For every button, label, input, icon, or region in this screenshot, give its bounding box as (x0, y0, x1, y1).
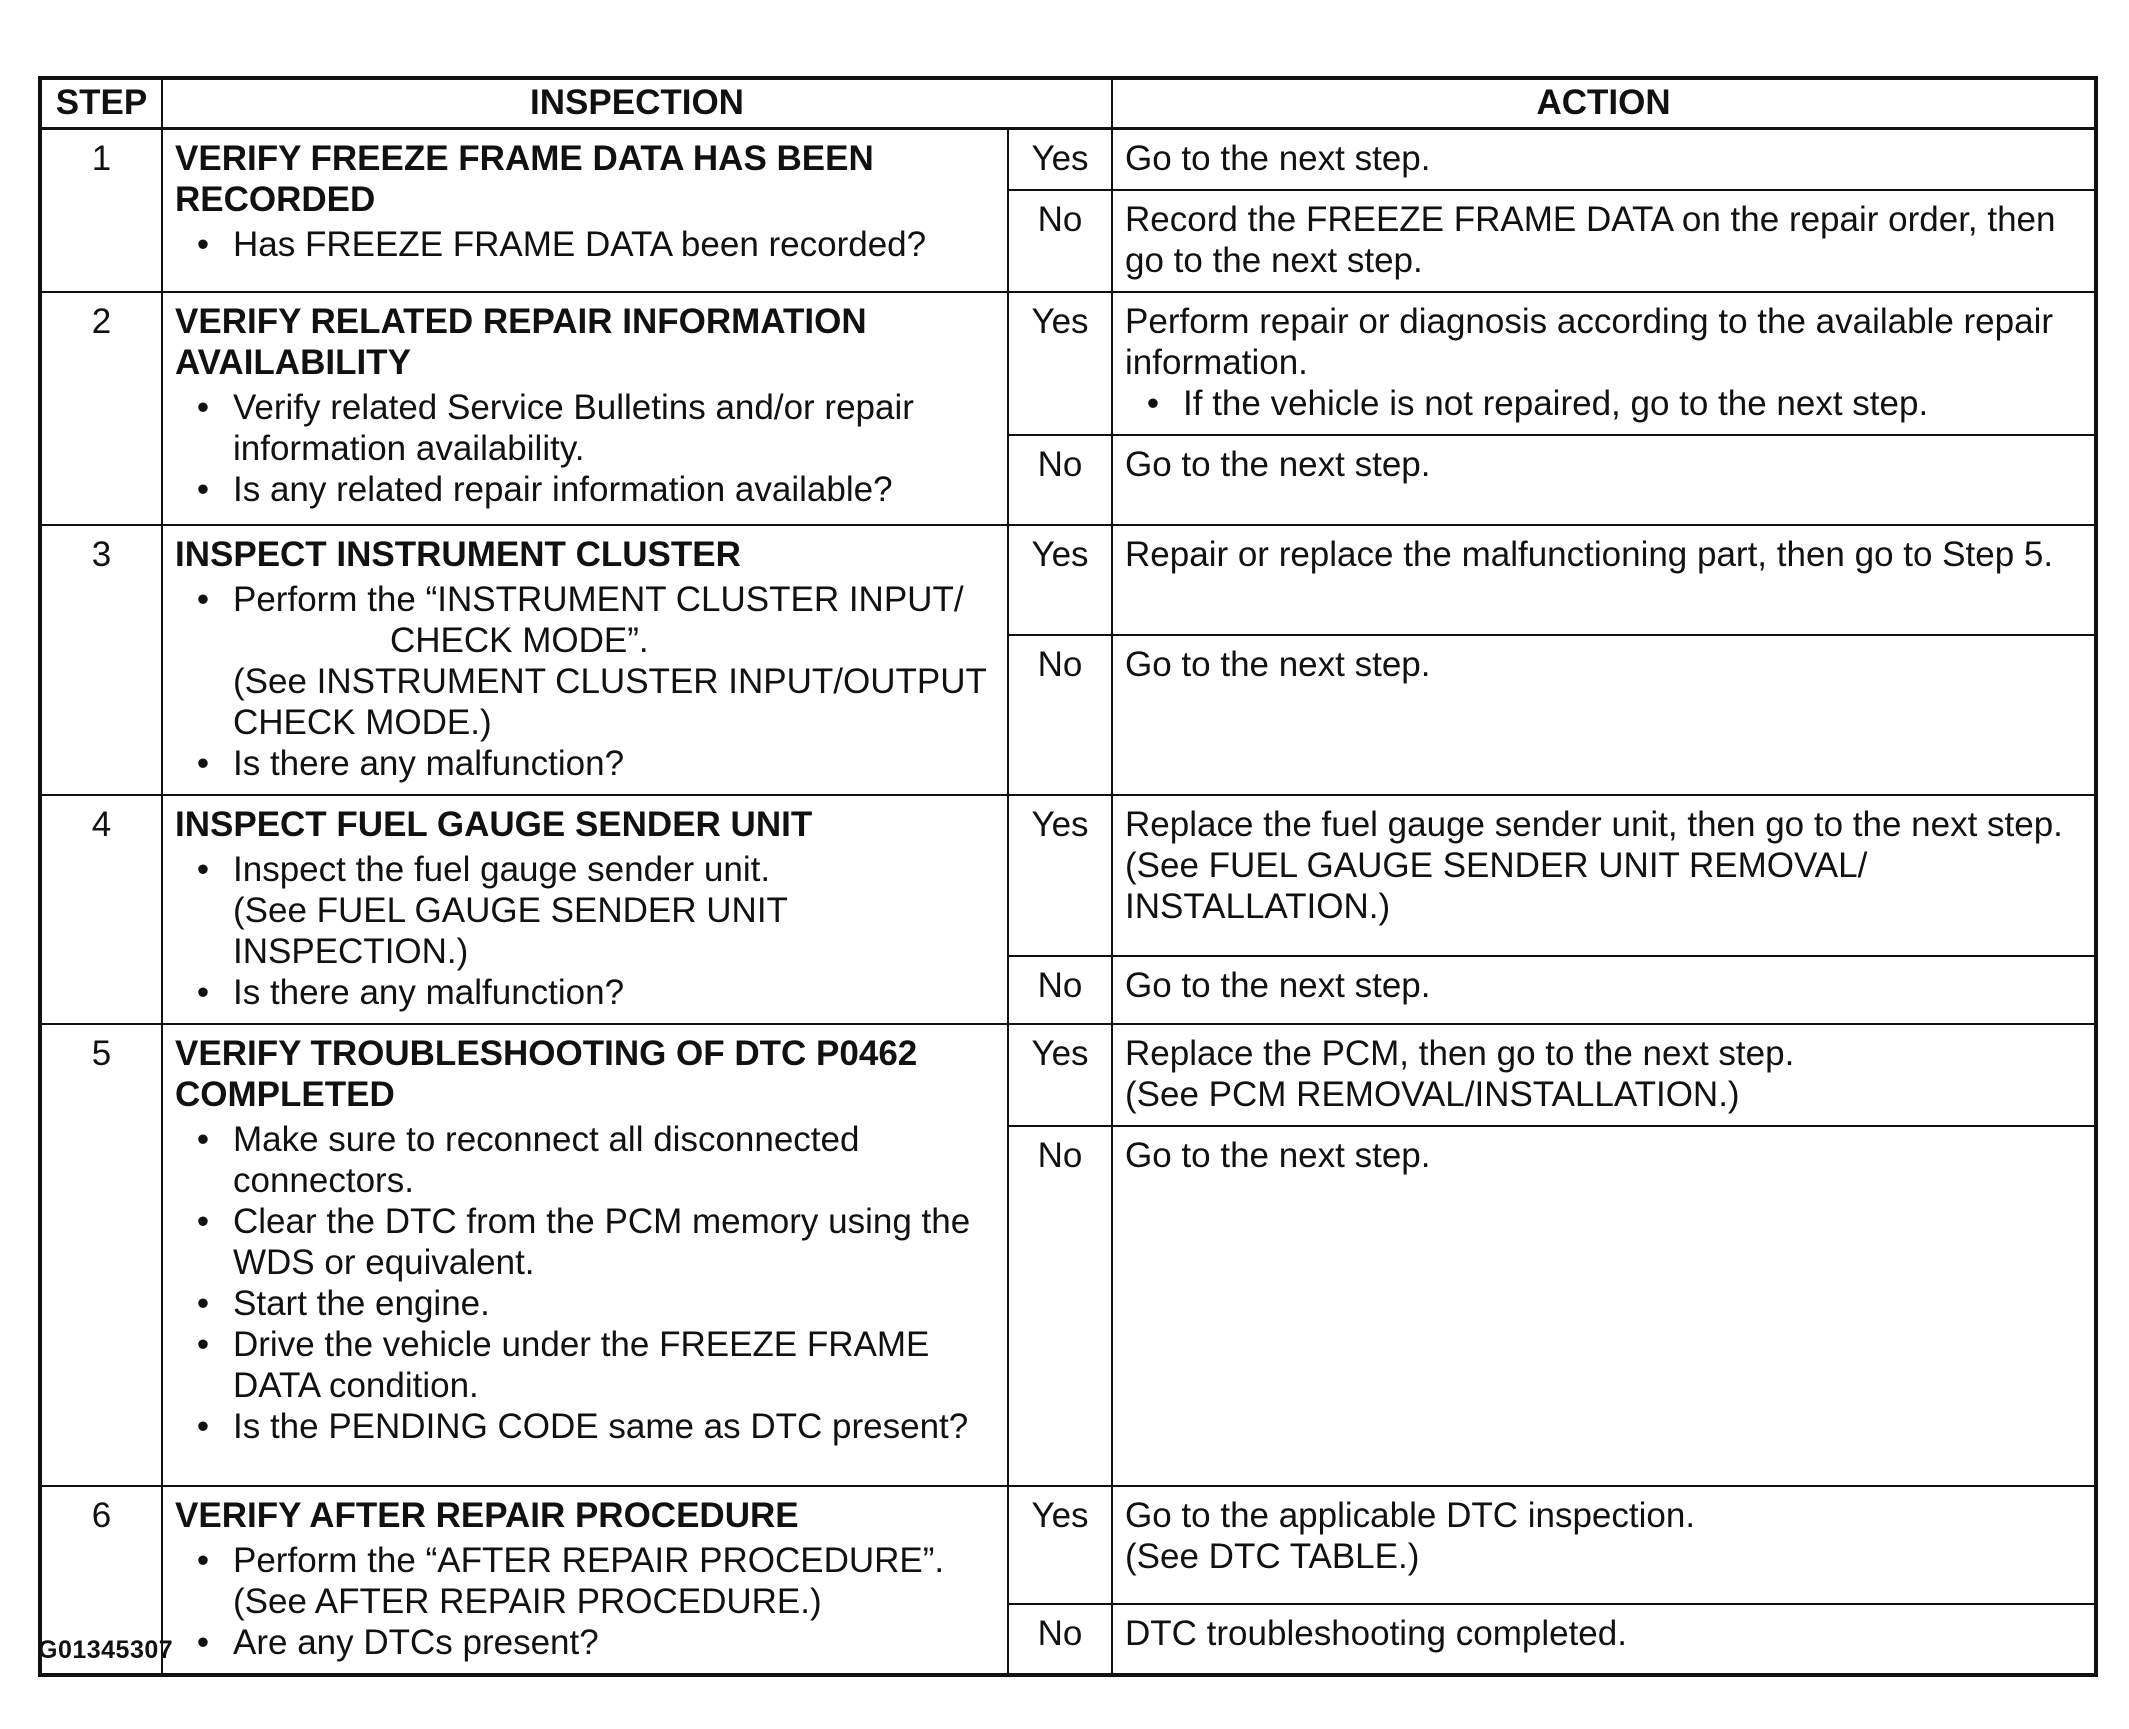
yes-action: Go to the next step. (1112, 129, 2096, 191)
yes-action: Repair or replace the malfunctioning part, then go to Step 5. (1112, 525, 2096, 635)
no-action: Go to the next step. (1112, 1126, 2096, 1486)
no-action: Go to the next step. (1112, 635, 2096, 795)
bullet-icon: • (196, 744, 210, 783)
step-title: VERIFY AFTER REPAIR PROCEDURE (175, 1496, 799, 1535)
inspection-items (175, 1622, 995, 1663)
bullet-icon: • (196, 1284, 210, 1323)
action-bullet: • If the vehicle is not repaired, go to the next step. (1125, 383, 2082, 424)
header-step: STEP (40, 78, 162, 129)
list-item: • Is the PENDING CODE same as DTC present? (175, 1406, 995, 1447)
item-reference: (See INSTRUMENT CLUSTER INPUT/OUTPUT CHECK MODE.) (233, 662, 987, 742)
inspection-cell (162, 129, 1008, 293)
list-item: • Are any DTCs present? (175, 1622, 995, 1663)
inspection-cell (162, 795, 1008, 1024)
inspection-items (175, 849, 995, 890)
no-action: Go to the next step. (1112, 956, 2096, 1024)
bullet-icon: • (1146, 384, 1160, 423)
header-row (40, 78, 2096, 129)
table-row (40, 1486, 2096, 1604)
no-label: No (1008, 635, 1112, 795)
bullet-icon: • (196, 388, 210, 427)
list-item: • Verify related Service Bulletins and/or repair information availability. (175, 387, 995, 469)
inspection-items (175, 579, 995, 620)
yes-action: Perform repair or diagnosis according to the available repair information. • If the vehicle is not repaired, go to the next step. (1112, 292, 2096, 435)
no-label: No (1008, 435, 1112, 525)
step-title: VERIFY TROUBLESHOOTING OF DTC P0462 COMPLETED (175, 1034, 918, 1114)
item-continuation: CHECK MODE”. (390, 621, 649, 660)
list-item: • Inspect the fuel gauge sender unit. (175, 849, 995, 890)
inspection-items (175, 224, 995, 265)
list-item: • Clear the DTC from the PCM memory using the WDS or equivalent. (175, 1201, 995, 1283)
bullet-icon: • (196, 225, 210, 264)
item-reference: (See FUEL GAUGE SENDER UNIT INSPECTION.) (233, 891, 788, 971)
step-number: 1 (40, 129, 162, 293)
action-reference: (See PCM REMOVAL/INSTALLATION.) (1125, 1075, 1740, 1114)
step-title: VERIFY FREEZE FRAME DATA HAS BEEN RECORDED (175, 139, 874, 219)
table-row (40, 292, 2096, 435)
bullet-icon: • (196, 1325, 210, 1364)
bullet-icon: • (196, 1541, 210, 1580)
no-action: Go to the next step. (1112, 435, 2096, 525)
yes-label: Yes (1008, 795, 1112, 956)
inspection-cell (162, 292, 1008, 525)
table-row (40, 795, 2096, 956)
list-item: • Has FREEZE FRAME DATA been recorded? (175, 224, 995, 265)
yes-label: Yes (1008, 1486, 1112, 1604)
diagnostic-procedure-page (38, 76, 2094, 1677)
step-number: 2 (40, 292, 162, 525)
yes-action: Go to the applicable DTC inspection. (See DTC TABLE.) (1112, 1486, 2096, 1604)
list-item: • Perform the “AFTER REPAIR PROCEDURE”. (175, 1540, 995, 1581)
step-number: 3 (40, 525, 162, 795)
list-item: • Is there any malfunction? (175, 743, 995, 784)
no-action: DTC troubleshooting completed. (1112, 1604, 2096, 1675)
inspection-items (175, 1540, 995, 1581)
header-inspection: INSPECTION (162, 78, 1112, 129)
step-title: VERIFY RELATED REPAIR INFORMATION AVAILABILITY (175, 302, 867, 382)
table-row (40, 1024, 2096, 1126)
table-row (40, 129, 2096, 191)
yes-action: Replace the fuel gauge sender unit, then go to the next step. (See FUEL GAUGE SENDER UNIT REMOVAL/ INSTALLATION.) (1112, 795, 2096, 956)
no-label: No (1008, 190, 1112, 292)
no-action: Record the FREEZE FRAME DATA on the repair order, then go to the next step. (1112, 190, 2096, 292)
bullet-icon: • (196, 580, 210, 619)
figure-id: G01345307 (38, 1636, 174, 1664)
list-item: • Is any related repair information available? (175, 469, 995, 510)
action-reference: (See DTC TABLE.) (1125, 1537, 1420, 1576)
no-label: No (1008, 1126, 1112, 1486)
yes-label: Yes (1008, 292, 1112, 435)
inspection-items (175, 1119, 995, 1447)
step-number: 6 (40, 1486, 162, 1675)
list-item: • Is there any malfunction? (175, 972, 995, 1013)
no-label: No (1008, 956, 1112, 1024)
table-row (40, 525, 2096, 635)
list-item: • Drive the vehicle under the FREEZE FRAME DATA condition. (175, 1324, 995, 1406)
inspection-items (175, 743, 995, 784)
inspection-items (175, 972, 995, 1013)
inspection-cell (162, 1024, 1008, 1486)
step-number: 5 (40, 1024, 162, 1486)
bullet-icon: • (196, 850, 210, 889)
yes-action: Replace the PCM, then go to the next step. (See PCM REMOVAL/INSTALLATION.) (1112, 1024, 2096, 1126)
diagnostic-table (38, 76, 2098, 1677)
yes-label: Yes (1008, 525, 1112, 635)
inspection-items (175, 387, 995, 510)
action-reference: (See FUEL GAUGE SENDER UNIT REMOVAL/ INSTALLATION.) (1125, 846, 1868, 926)
inspection-cell (162, 1486, 1008, 1675)
no-label: No (1008, 1604, 1112, 1675)
list-item: • Perform the “INSTRUMENT CLUSTER INPUT/ (175, 579, 995, 620)
item-reference: (See AFTER REPAIR PROCEDURE.) (233, 1582, 822, 1621)
inspection-cell (162, 525, 1008, 795)
step-title: INSPECT FUEL GAUGE SENDER UNIT (175, 805, 813, 844)
bullet-icon: • (196, 1623, 210, 1662)
step-title: INSPECT INSTRUMENT CLUSTER (175, 535, 741, 574)
yes-label: Yes (1008, 1024, 1112, 1126)
header-action: ACTION (1112, 78, 2096, 129)
bullet-icon: • (196, 1120, 210, 1159)
bullet-icon: • (196, 1407, 210, 1446)
list-item: • Start the engine. (175, 1283, 995, 1324)
yes-label: Yes (1008, 129, 1112, 191)
bullet-icon: • (196, 470, 210, 509)
bullet-icon: • (196, 1202, 210, 1241)
step-number: 4 (40, 795, 162, 1024)
list-item: • Make sure to reconnect all disconnected connectors. (175, 1119, 995, 1201)
bullet-icon: • (196, 973, 210, 1012)
